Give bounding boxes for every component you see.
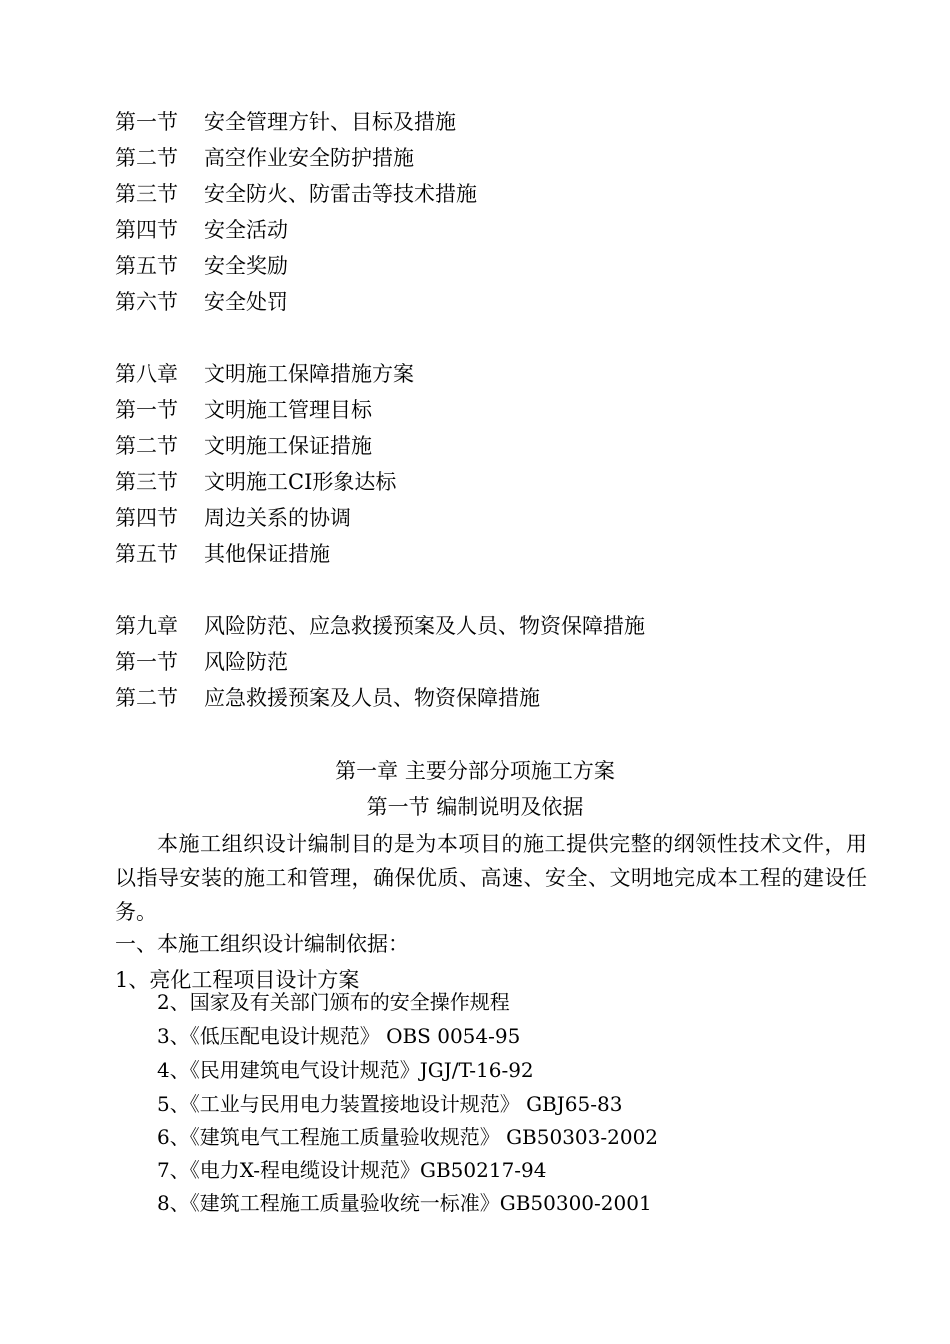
toc-title: 安全处罚 (204, 290, 288, 314)
reference-item: 8、《建筑工程施工质量验收统一标准》GB50300-2001 (157, 1191, 652, 1215)
toc-number: 第一节 (115, 110, 178, 134)
toc-number: 第九章 (115, 614, 178, 638)
toc-group-safety (115, 104, 895, 320)
toc-group-civilized-construction (115, 356, 895, 572)
chapter-title: 第一章 主要分部分项施工方案 (335, 759, 615, 783)
basis-heading: 一、本施工组织设计编制依据： (115, 932, 409, 956)
toc-row (115, 248, 895, 284)
toc-row (115, 464, 895, 500)
toc-group-risk (115, 608, 895, 716)
toc-number: 第四节 (115, 506, 178, 530)
toc-title: 安全防火、防雷击等技术措施 (204, 182, 477, 206)
reference-item: 1、亮化工程项目设计方案 (115, 968, 360, 992)
toc-title: 周边关系的协调 (204, 506, 351, 530)
toc-title: 风险防范、应急救援预案及人员、物资保障措施 (204, 614, 645, 638)
toc-row (115, 104, 895, 140)
reference-item: 6、《建筑电气工程施工质量验收规范》 GB50303-2002 (157, 1125, 659, 1149)
toc-number: 第一节 (115, 650, 178, 674)
reference-item: 3、《低压配电设计规范》 OBS 0054-95 (157, 1024, 521, 1048)
toc-row (115, 680, 895, 716)
reference-item: 4、《民用建筑电气设计规范》JGJ/T-16-92 (157, 1058, 534, 1082)
toc-number: 第一节 (115, 398, 178, 422)
toc-title: 应急救援预案及人员、物资保障措施 (204, 686, 540, 710)
reference-item: 2、国家及有关部门颁布的安全操作规程 (157, 990, 510, 1014)
toc-row (115, 608, 895, 644)
toc-number: 第三节 (115, 182, 178, 206)
toc-title: 文明施工CI形象达标 (204, 470, 397, 494)
toc-row (115, 644, 895, 680)
toc-title: 其他保证措施 (204, 542, 330, 566)
intro-paragraph: 本施工组织设计编制目的是为本项目的施工提供完整的纲领性技术文件，用以指导安装的施工和管理，确保优质、高速、安全、文明地完成本工程的建设任务。 (115, 832, 867, 924)
toc-number: 第五节 (115, 254, 178, 278)
toc-number: 第二节 (115, 686, 178, 710)
toc-number: 第八章 (115, 362, 178, 386)
toc-number: 第二节 (115, 146, 178, 170)
toc-title: 文明施工保障措施方案 (204, 362, 414, 386)
toc-title: 安全活动 (204, 218, 288, 242)
toc-title: 风险防范 (204, 650, 288, 674)
toc-number: 第三节 (115, 470, 178, 494)
toc-number: 第六节 (115, 290, 178, 314)
toc-title: 文明施工管理目标 (204, 398, 372, 422)
toc-row (115, 212, 895, 248)
toc-row (115, 140, 895, 176)
toc-row (115, 284, 895, 320)
toc-number: 第五节 (115, 542, 178, 566)
reference-item: 5、《工业与民用电力装置接地设计规范》 GBJ65-83 (157, 1092, 623, 1116)
toc-row (115, 428, 895, 464)
toc-title: 安全奖励 (204, 254, 288, 278)
toc-number: 第二节 (115, 434, 178, 458)
toc-row (115, 356, 895, 392)
toc-title: 高空作业安全防护措施 (204, 146, 414, 170)
toc-title: 文明施工保证措施 (204, 434, 372, 458)
reference-item: 7、《电力X-程电缆设计规范》GB50217-94 (157, 1158, 547, 1182)
toc-row (115, 536, 895, 572)
toc-title: 安全管理方针、目标及措施 (204, 110, 456, 134)
toc-row (115, 500, 895, 536)
toc-number: 第四节 (115, 218, 178, 242)
toc-row (115, 392, 895, 428)
toc-row (115, 176, 895, 212)
section-title: 第一节 编制说明及依据 (366, 795, 584, 819)
